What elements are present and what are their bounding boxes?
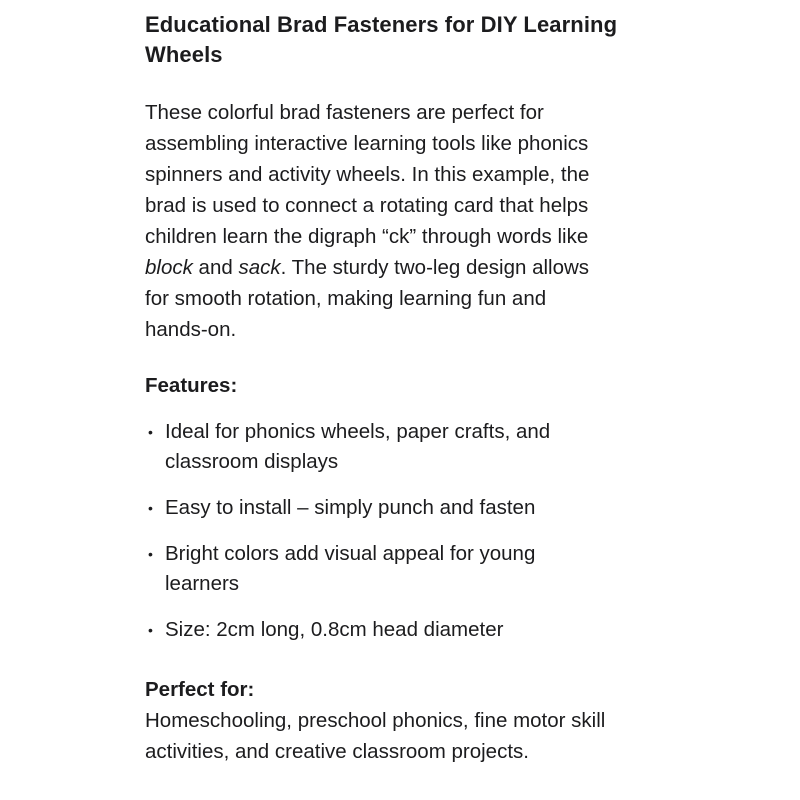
list-item-text: Ideal for phonics wheels, paper crafts, and classroom displays — [165, 420, 551, 473]
perfect-for-paragraph: Homeschooling, preschool phonics, fine motor skill activities, and creative classroom projects. — [145, 709, 606, 763]
bullet-icon: • — [148, 500, 153, 516]
list-item — [145, 615, 725, 645]
bullet-icon: • — [148, 424, 153, 440]
list-item-text: Size: 2cm long, 0.8cm head diameter — [165, 618, 504, 641]
perfect-for-heading: Perfect for: — [145, 678, 255, 701]
page-title: Educational Brad Fasteners for DIY Learning Wheels — [145, 12, 618, 67]
list-item — [145, 539, 725, 599]
intro-paragraph: These colorful brad fasteners are perfect for assembling interactive learning tools like phonics spinners and activity wheels. In this example, the brad is used to connect a rotating card that helps children learn the digraph “ck” through words like block and sack. The sturdy two-leg design allows for smooth rotation, making learning fun and hands-on. — [145, 101, 590, 341]
product-description-page — [145, 0, 725, 767]
list-item-text: Easy to install – simply punch and fasten — [165, 496, 536, 519]
bullet-icon: • — [148, 622, 153, 638]
list-item — [145, 493, 725, 523]
features-list — [145, 417, 725, 645]
list-item — [145, 417, 725, 477]
features-heading: Features: — [145, 374, 238, 397]
bullet-icon: • — [148, 546, 153, 562]
list-item-text: Bright colors add visual appeal for young learners — [165, 542, 536, 595]
